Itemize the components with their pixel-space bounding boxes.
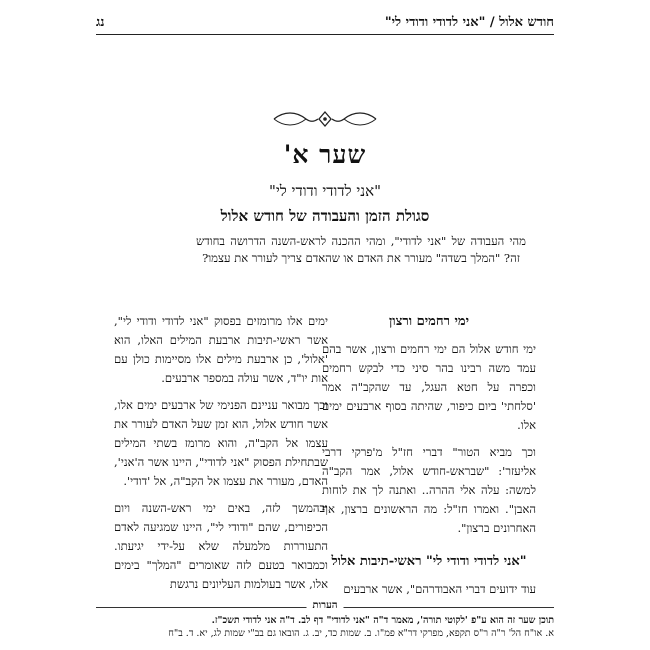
header-rule xyxy=(96,34,554,35)
decorative-ornament xyxy=(0,108,650,134)
section-heading: "אני לדודי ודודי לי" ראשי-תיבות אלול xyxy=(331,554,527,569)
paragraph: ימים אלו מרומזים בפסוק "אני לדודי ודודי לי", אשר ראשי-תיבות ארבעת המילים האלו, הוא 'אלול', כן ארבעת מילים אלו מסיימות כולן עם אות יו"ד, אשר עולה במספר ארבעים. xyxy=(114,314,328,385)
running-title: חודש אלול / "אני לדודי ודודי לי" xyxy=(384,15,554,30)
paragraph: וכך מבואר עניינם הפנימי של ארבעים ימים אלו, אשר חודש אלול, הוא זמן שעל האדם לעורר את עצמו אל הקב"ה, והוא מרומז בשתי המילים שבתחילת הפסוק "אני לדודי", היינו אשר ה'אני', האדם, מעורר את עצמו אל הקב"ה, אל 'דודי'. xyxy=(114,398,328,488)
left-column xyxy=(114,312,328,602)
footnotes-separator xyxy=(96,600,554,614)
running-header xyxy=(96,14,554,34)
chapter-intro: מהי העבודה של "אני לדודי", ומהי ההכנה לראש-השנה הדרושה בחודש זה? "המלך בשדה" מעורר את האדם או שהאדם צריך לעורר את עצמו? xyxy=(196,234,526,265)
ornament-flourish-icon xyxy=(270,108,380,130)
chapter-subtitle: "אני לדודי ודודי לי" xyxy=(268,182,382,200)
page-number: נג xyxy=(96,15,105,30)
footnotes-label: הערות xyxy=(307,600,344,611)
footnote-line: א. או"ח הל' ר"ה ר"ס תקפא, מפרקי דר"א פמ"ו. ב. שמות כד, יב. ג. הובאו גם בב"י שמות לג, יא. ד. ב"ח xyxy=(168,628,554,639)
section-heading: ימי רחמים ורצון xyxy=(388,314,470,329)
footnote-line: תוכן שער זה הוא ע"פ 'לקוטי תורה', מאמר ד"ה "אני לדודי" דף לב. ד"ה אני לדודי תשכ"ז. xyxy=(211,615,554,626)
paragraph: עוד ידועים דברי האבודרהם", אשר ארבעים xyxy=(343,582,536,596)
footnotes xyxy=(96,614,554,640)
right-column xyxy=(322,312,536,607)
paragraph: ובהמשך לזה, באים ימי ראש-השנה ויום הכיפורים, שהם "ודודי לי", היינו שמגיעה לאדם התעוררות מלמעלה שלא על-ידי יגיעתו. וכמבואר בטעם לזה שאומרים "המלך" בימים אלו, אשר בעולמות העליונים נרגשת xyxy=(114,501,328,591)
chapter-title: שער א' xyxy=(283,140,367,169)
chapter-heading: סגולת הזמן והעבודה של חודש אלול xyxy=(220,207,430,225)
paragraph: וכך מביא הטור" דברי חז"ל מ'פרקי דרבי אליעזר': "שבראש-חודש אלול, אמר הקב"ה למשה: עלה אלי ההרה.. ואתנה לך את לוחות האבן". ואמרו חז"ל: מה הראשונים ברצון, אף האחרונים ברצון". xyxy=(322,445,536,535)
paragraph: ימי חודש אלול הם ימי רחמים ורצון, אשר בהם עמד משה רבינו בהר סיני כדי לבקש רחמים וכפרה על חטא העגל, עד שהקב"ה אמר 'סלחתי' ביום כיפור, שהיתה בסוף ארבעים ימים אלו. xyxy=(322,342,536,432)
